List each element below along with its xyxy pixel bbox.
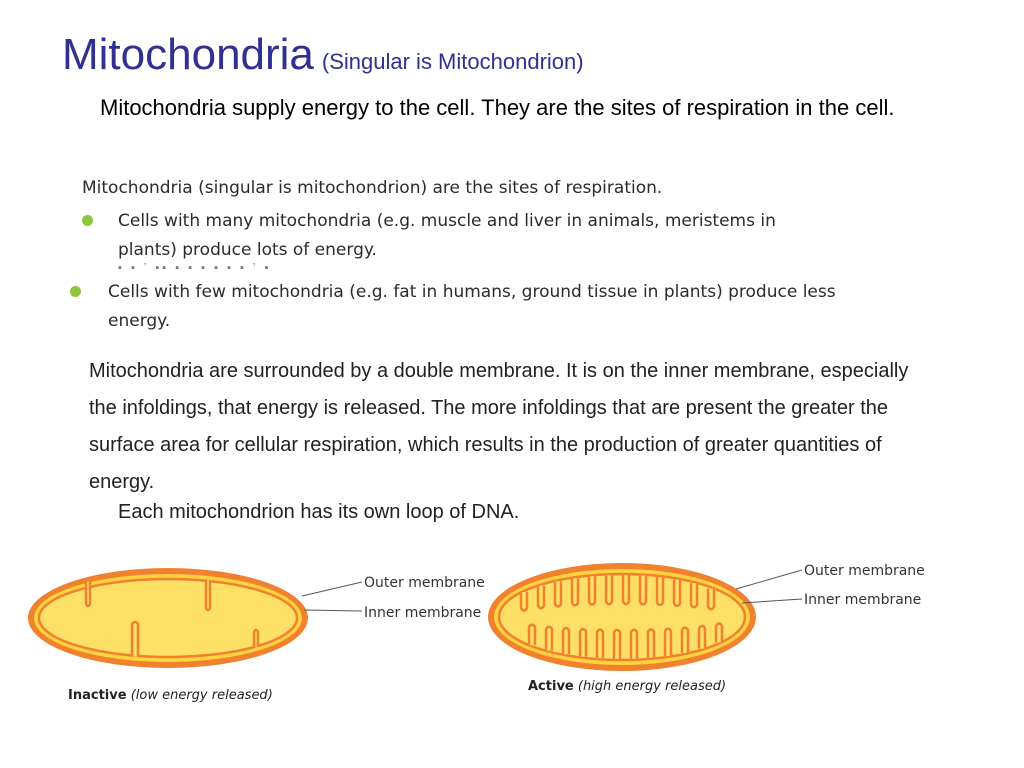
crista: [691, 583, 697, 607]
crista: [529, 625, 535, 646]
slide-title: [62, 30, 584, 80]
crista: [606, 575, 612, 604]
active-caption: [528, 679, 726, 694]
outer-membrane-label: Outer membrane: [364, 575, 485, 591]
bullet-many-mitochondria: Cells with many mitochondria (e.g. muscle and liver in animals, meristems in plants) produce lots of energy.: [118, 211, 776, 260]
intro-text: Mitochondria supply energy to the cell. They are the sites of respiration in the cell.: [100, 95, 895, 120]
crista: [538, 586, 544, 609]
crista: [589, 576, 595, 604]
inner-membrane-leader: [742, 599, 802, 603]
crista: [546, 627, 552, 651]
crista: [682, 628, 688, 653]
crista: [580, 629, 586, 657]
caption-detail: (low energy released): [130, 688, 273, 703]
crista: [631, 630, 637, 659]
outer-membrane-label: Outer membrane: [804, 563, 925, 579]
bullet-dot-icon: [82, 215, 93, 226]
caption-main: Inactive: [68, 688, 127, 703]
crista: [665, 629, 671, 656]
bullet-dot-icon: [70, 286, 81, 297]
crista: [657, 577, 663, 605]
crista: [555, 581, 561, 606]
crista: [206, 580, 210, 610]
caption-main: Active: [528, 679, 574, 694]
inactive-caption: [68, 688, 273, 703]
crista: [716, 624, 722, 643]
caption-detail: (high energy released): [577, 679, 727, 694]
dna-statement: Each mitochondrion has its own loop of DNA.: [118, 501, 520, 523]
crista: [86, 581, 90, 606]
crista: [521, 592, 527, 611]
crista: [563, 628, 569, 654]
crista: [132, 622, 138, 657]
title-main: Mitochondria: [62, 30, 314, 79]
inner-membrane-leader: [304, 610, 362, 611]
inner-membrane-label: Inner membrane: [804, 592, 922, 608]
crista: [708, 588, 714, 609]
crista: [674, 580, 680, 606]
crista: [614, 630, 620, 659]
crista: [648, 629, 654, 657]
inner-membrane-label: Inner membrane: [364, 605, 482, 621]
inactive-mitochondrion-diagram: [20, 560, 490, 710]
title-subtitle: (Singular is Mitochondrion): [321, 49, 584, 74]
crista: [597, 630, 603, 659]
crista: [699, 626, 705, 649]
cropped-text-fragment: ▪ ▪ ʼ ▪▪ ▪ ▪ ▪ ▪ ▪ ▪ ʼ ▪: [118, 262, 272, 271]
crista: [572, 578, 578, 605]
crista: [254, 630, 258, 648]
outer-membrane-leader: [736, 570, 802, 589]
double-membrane-paragraph: Mitochondria are surrounded by a double membrane. It is on the inner membrane, especially the infoldings, that energy is released. The more infoldings that are present the greater the surface area for cellular respiration, which results in the production of greater quantities of energy.: [89, 360, 909, 493]
crista: [623, 575, 629, 604]
crista: [640, 576, 646, 605]
active-mitochondrion-diagram: [480, 555, 1000, 705]
bullet-few-mitochondria: Cells with few mitochondria (e.g. fat in humans, ground tissue in plants) produce less energy.: [108, 282, 836, 331]
scan-heading: Mitochondria (singular is mitochondrion) are the sites of respiration.: [82, 178, 663, 198]
outer-membrane-leader: [302, 582, 362, 596]
